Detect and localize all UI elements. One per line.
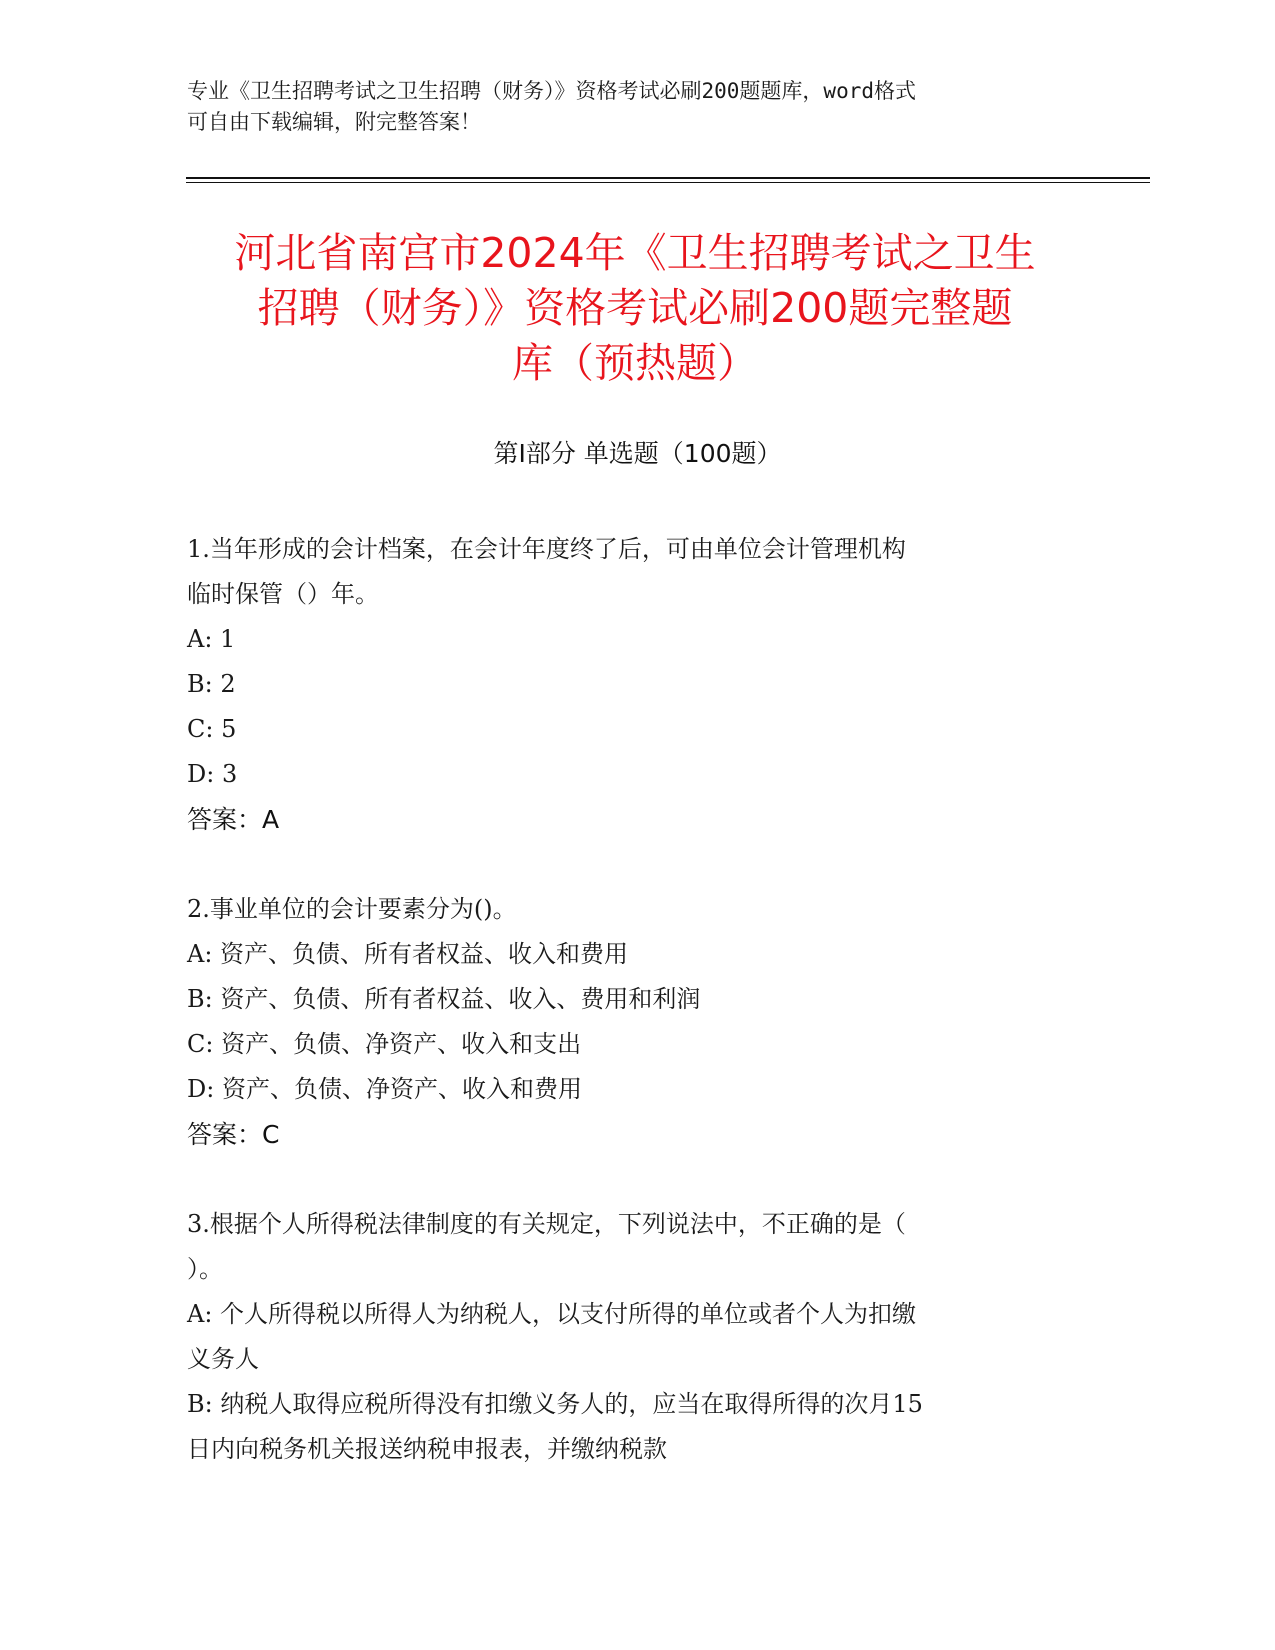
document-title [170,226,1100,391]
question-3 [187,1202,1087,1472]
question-2 [187,887,1087,1157]
option-c: C: 5 [187,715,237,743]
question-stem: ）。 [187,1255,223,1283]
option-b: B: 纳税人取得应税所得没有扣缴义务人的，应当在取得所得的次月15 [187,1390,923,1418]
question-stem: 1.当年形成的会计档案，在会计年度终了后，可由单位会计管理机构 [187,535,906,563]
question-stem: 临时保管（）年。 [187,580,379,608]
answer: 答案：C [187,1120,280,1149]
option-a: A: 资产、负债、所有者权益、收入和费用 [187,940,629,968]
question-1 [187,527,1087,842]
answer: 答案：A [187,805,280,834]
option-b: B: 2 [187,670,236,698]
option-a: A: 个人所得税以所得人为纳税人，以支付所得的单位或者个人为扣缴 [187,1300,917,1328]
document-title-line-2: 招聘（财务）》资格考试必刷200题完整题 [257,284,1013,332]
option-b-continued: 日内向税务机关报送纳税申报表，并缴纳税款 [187,1435,667,1463]
option-d: D: 3 [187,760,238,788]
option-b: B: 资产、负债、所有者权益、收入、费用和利润 [187,985,701,1013]
header-divider-thin [186,182,1150,183]
header-divider-thick [186,177,1150,179]
option-c: C: 资产、负债、净资产、收入和支出 [187,1030,582,1058]
question-stem: 2.事业单位的会计要素分为()。 [187,895,517,923]
header-note-line-2: 可自由下载编辑，附完整答案！ [187,110,481,134]
option-a-continued: 义务人 [187,1345,259,1373]
document-title-line-1: 河北省南宫市2024年《卫生招聘考试之卫生 [234,229,1036,277]
question-stem: 3.根据个人所得税法律制度的有关规定，下列说法中，不正确的是（ [187,1210,906,1238]
option-a: A: 1 [187,625,236,653]
document-title-line-3: 库（预热题） [512,339,758,387]
section-title: 第Ⅰ部分 单选题（100题） [493,439,782,468]
option-d: D: 资产、负债、净资产、收入和费用 [187,1075,582,1103]
header-note [187,76,1067,138]
question-list [187,527,1087,1517]
header-note-line-1: 专业《卫生招聘考试之卫生招聘（财务）》资格考试必刷200题题库，word格式 [187,79,916,103]
